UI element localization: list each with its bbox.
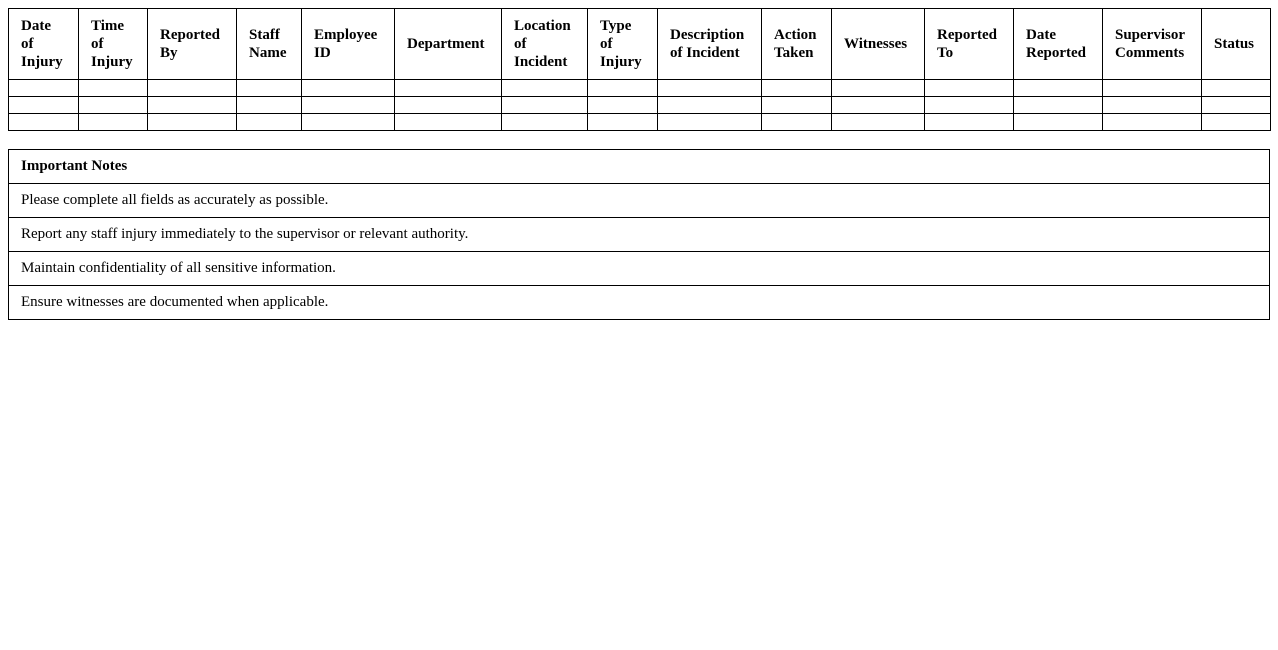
notes-heading-row bbox=[9, 150, 1270, 184]
table-cell[interactable] bbox=[502, 114, 588, 131]
table-cell[interactable] bbox=[1202, 80, 1271, 97]
table-cell[interactable] bbox=[302, 97, 395, 114]
note-row bbox=[9, 252, 1270, 286]
table-cell[interactable] bbox=[925, 97, 1014, 114]
table-cell[interactable] bbox=[925, 114, 1014, 131]
note-row bbox=[9, 218, 1270, 252]
note-item: Ensure witnesses are documented when applicable. bbox=[9, 286, 1270, 320]
table-cell[interactable] bbox=[148, 80, 237, 97]
table-cell[interactable] bbox=[1202, 97, 1271, 114]
table-cell[interactable] bbox=[148, 114, 237, 131]
header-time-of-injury: Time of Injury bbox=[79, 9, 148, 80]
header-date-reported: Date Reported bbox=[1014, 9, 1103, 80]
table-cell[interactable] bbox=[395, 97, 502, 114]
table-cell[interactable] bbox=[832, 97, 925, 114]
note-row bbox=[9, 184, 1270, 218]
note-item: Maintain confidentiality of all sensitive information. bbox=[9, 252, 1270, 286]
table-cell[interactable] bbox=[79, 114, 148, 131]
staff-injury-table bbox=[8, 8, 1271, 131]
header-description-of-incident: Description of Incident bbox=[658, 9, 762, 80]
table-cell[interactable] bbox=[658, 114, 762, 131]
table-cell[interactable] bbox=[925, 80, 1014, 97]
table-cell[interactable] bbox=[832, 114, 925, 131]
note-item: Please complete all fields as accurately as possible. bbox=[9, 184, 1270, 218]
table-cell[interactable] bbox=[237, 114, 302, 131]
table-cell[interactable] bbox=[148, 97, 237, 114]
header-reported-to: Reported To bbox=[925, 9, 1014, 80]
header-department: Department bbox=[395, 9, 502, 80]
header-location-of-incident: Location of Incident bbox=[502, 9, 588, 80]
header-action-taken: Action Taken bbox=[762, 9, 832, 80]
header-employee-id: Employee ID bbox=[302, 9, 395, 80]
table-cell[interactable] bbox=[237, 97, 302, 114]
table-cell[interactable] bbox=[658, 80, 762, 97]
table-cell[interactable] bbox=[1014, 97, 1103, 114]
table-cell[interactable] bbox=[395, 80, 502, 97]
table-cell[interactable] bbox=[1103, 80, 1202, 97]
header-supervisor-comments: Supervisor Comments bbox=[1103, 9, 1202, 80]
table-cell[interactable] bbox=[9, 114, 79, 131]
header-date-of-injury: Date of Injury bbox=[9, 9, 79, 80]
table-cell[interactable] bbox=[588, 114, 658, 131]
notes-heading: Important Notes bbox=[9, 150, 1270, 184]
header-status: Status bbox=[1202, 9, 1271, 80]
table-cell[interactable] bbox=[1014, 114, 1103, 131]
header-witnesses: Witnesses bbox=[832, 9, 925, 80]
header-staff-name: Staff Name bbox=[237, 9, 302, 80]
note-item: Report any staff injury immediately to the supervisor or relevant authority. bbox=[9, 218, 1270, 252]
header-type-of-injury: Type of Injury bbox=[588, 9, 658, 80]
table-row bbox=[9, 114, 1271, 131]
table-cell[interactable] bbox=[588, 97, 658, 114]
table-body bbox=[9, 80, 1271, 131]
table-cell[interactable] bbox=[762, 80, 832, 97]
table-cell[interactable] bbox=[9, 97, 79, 114]
table-cell[interactable] bbox=[1202, 114, 1271, 131]
table-cell[interactable] bbox=[658, 97, 762, 114]
table-cell[interactable] bbox=[1103, 114, 1202, 131]
table-row bbox=[9, 80, 1271, 97]
table-cell[interactable] bbox=[1014, 80, 1103, 97]
table-cell[interactable] bbox=[762, 114, 832, 131]
table-cell[interactable] bbox=[502, 97, 588, 114]
table-cell[interactable] bbox=[302, 80, 395, 97]
note-row bbox=[9, 286, 1270, 320]
table-cell[interactable] bbox=[1103, 97, 1202, 114]
table-cell[interactable] bbox=[79, 80, 148, 97]
important-notes-table bbox=[8, 149, 1270, 320]
table-cell[interactable] bbox=[9, 80, 79, 97]
table-row bbox=[9, 97, 1271, 114]
table-cell[interactable] bbox=[502, 80, 588, 97]
table-cell[interactable] bbox=[762, 97, 832, 114]
header-reported-by: Reported By bbox=[148, 9, 237, 80]
table-cell[interactable] bbox=[237, 80, 302, 97]
table-cell[interactable] bbox=[588, 80, 658, 97]
table-cell[interactable] bbox=[302, 114, 395, 131]
table-cell[interactable] bbox=[832, 80, 925, 97]
table-cell[interactable] bbox=[395, 114, 502, 131]
table-cell[interactable] bbox=[79, 97, 148, 114]
table-header-row bbox=[9, 9, 1271, 80]
